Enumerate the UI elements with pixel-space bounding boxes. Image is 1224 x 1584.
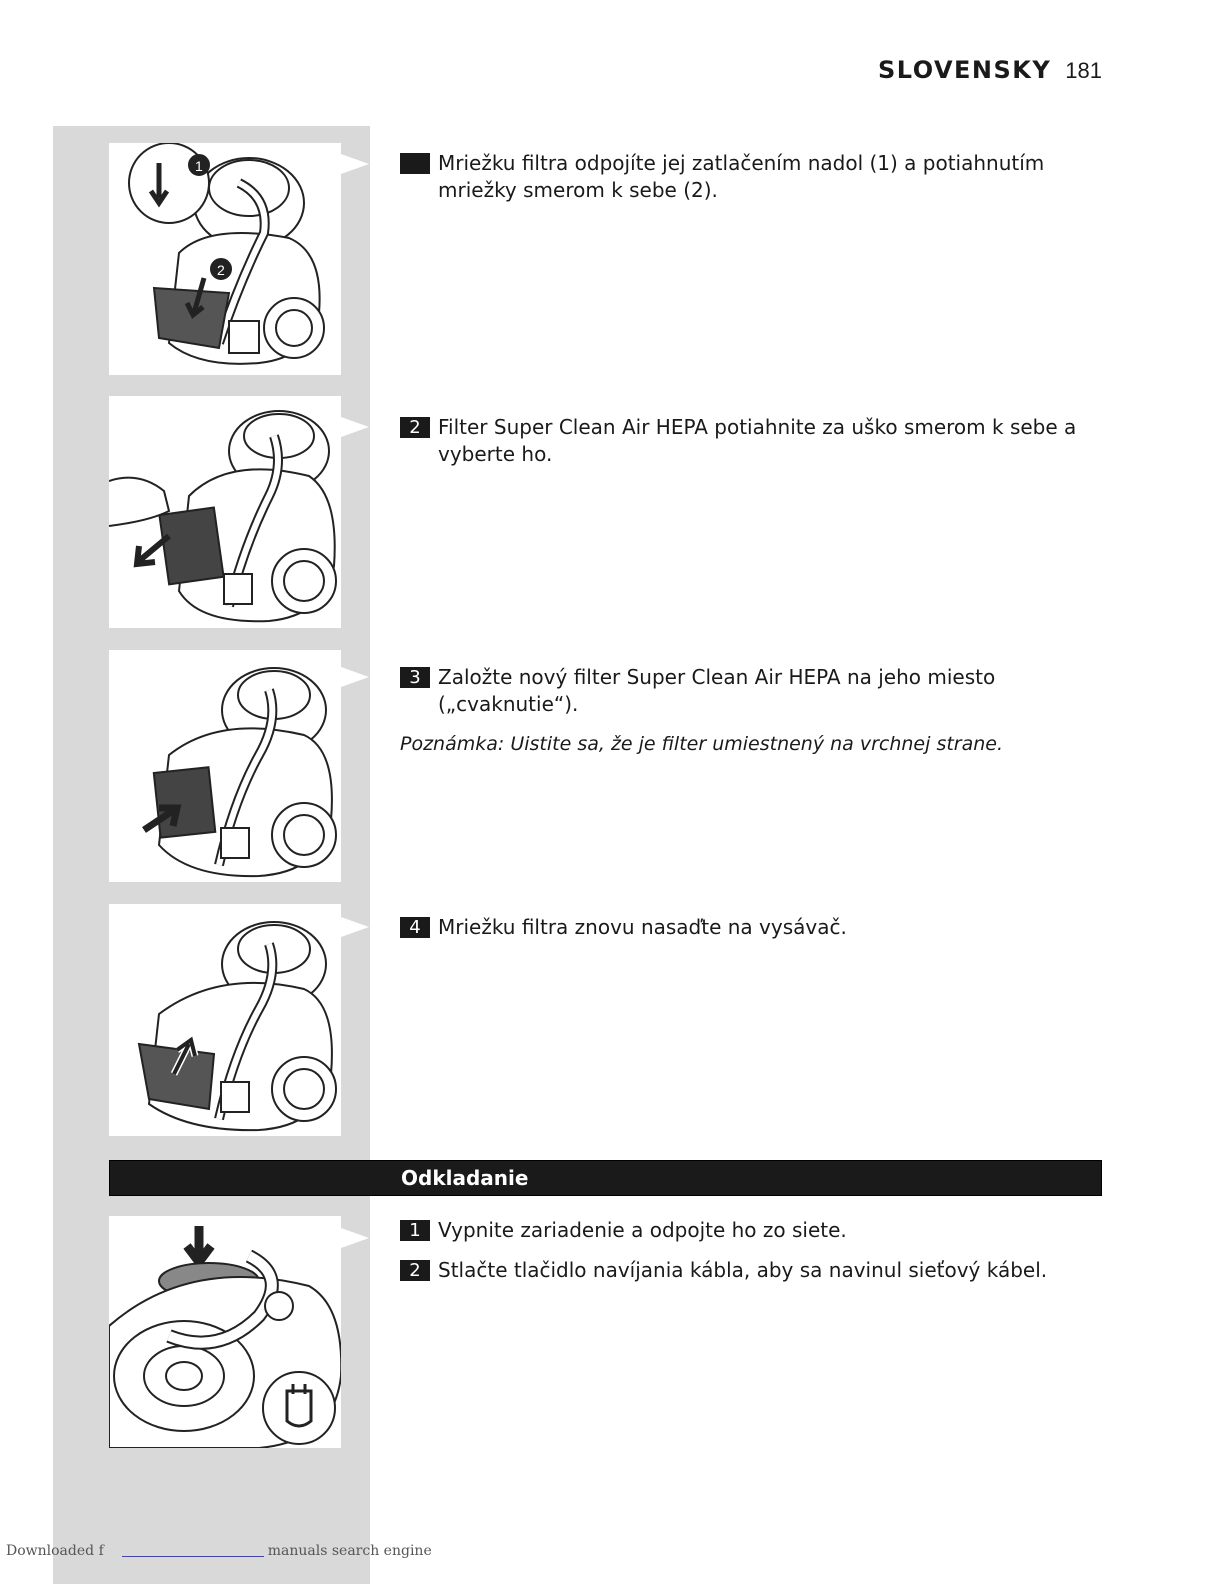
step-3 — [400, 664, 1105, 718]
page-header — [878, 56, 1102, 84]
step-text: Filter Super Clean Air HEPA potiahnite za uško smerom k sebe a vyberte ho. — [438, 415, 1077, 466]
step-number-badge — [400, 153, 430, 174]
figure-pointer — [341, 917, 369, 937]
step-text: Mriežku filtra znovu nasaďte na vysávač. — [438, 915, 847, 939]
figure-pointer — [341, 667, 369, 687]
step-text: Mriežku filtra odpojíte jej zatlačením nadol (1) a potiahnutím mriežky smerom k sebe (2). — [438, 151, 1045, 202]
step-2 — [400, 414, 1105, 468]
storage-step-2 — [400, 1257, 1105, 1284]
figure-grille-reattach — [109, 904, 341, 1136]
figure-grille-removal — [109, 143, 341, 375]
step-1 — [400, 150, 1105, 204]
footer — [6, 1542, 432, 1559]
figure-pointer — [341, 417, 369, 437]
figure-pointer — [341, 1228, 369, 1248]
step-text: Vypnite zariadenie a odpojte ho zo siete. — [438, 1218, 847, 1242]
figure-pointer — [341, 154, 369, 174]
language-title: SLOVENSKY — [877, 56, 1052, 84]
callout-2: 2 — [217, 262, 225, 278]
step-4 — [400, 914, 1105, 941]
step-text: Založte nový filter Super Clean Air HEPA na jeho miesto („cvaknutie“). — [438, 665, 996, 716]
figure-hepa-removal — [109, 396, 341, 628]
step-number-badge: 2 — [400, 1260, 430, 1281]
step-number-badge: 4 — [400, 917, 430, 938]
figure-hepa-insert — [109, 650, 341, 882]
step-number-badge: 2 — [400, 417, 430, 438]
step-number-badge: 1 — [400, 1220, 430, 1241]
note-text: Poznámka: Uistite sa, že je filter umiestnený na vrchnej strane. — [400, 733, 1004, 755]
footer-left-text: Downloaded f — [6, 1543, 104, 1559]
section-header — [109, 1160, 1102, 1196]
footer-right-text: manuals search engine — [267, 1543, 432, 1559]
step-text: Stlačte tlačidlo navíjania kábla, aby sa navinul sieťový kábel. — [438, 1258, 1048, 1282]
section-title: Odkladanie — [401, 1166, 529, 1190]
page-number: 181 — [1065, 58, 1102, 83]
footer-link[interactable] — [122, 1542, 264, 1557]
figure-cord-rewind — [109, 1216, 341, 1448]
storage-step-1 — [400, 1217, 1105, 1244]
step-number-badge: 3 — [400, 667, 430, 688]
callout-1: 1 — [195, 158, 203, 174]
